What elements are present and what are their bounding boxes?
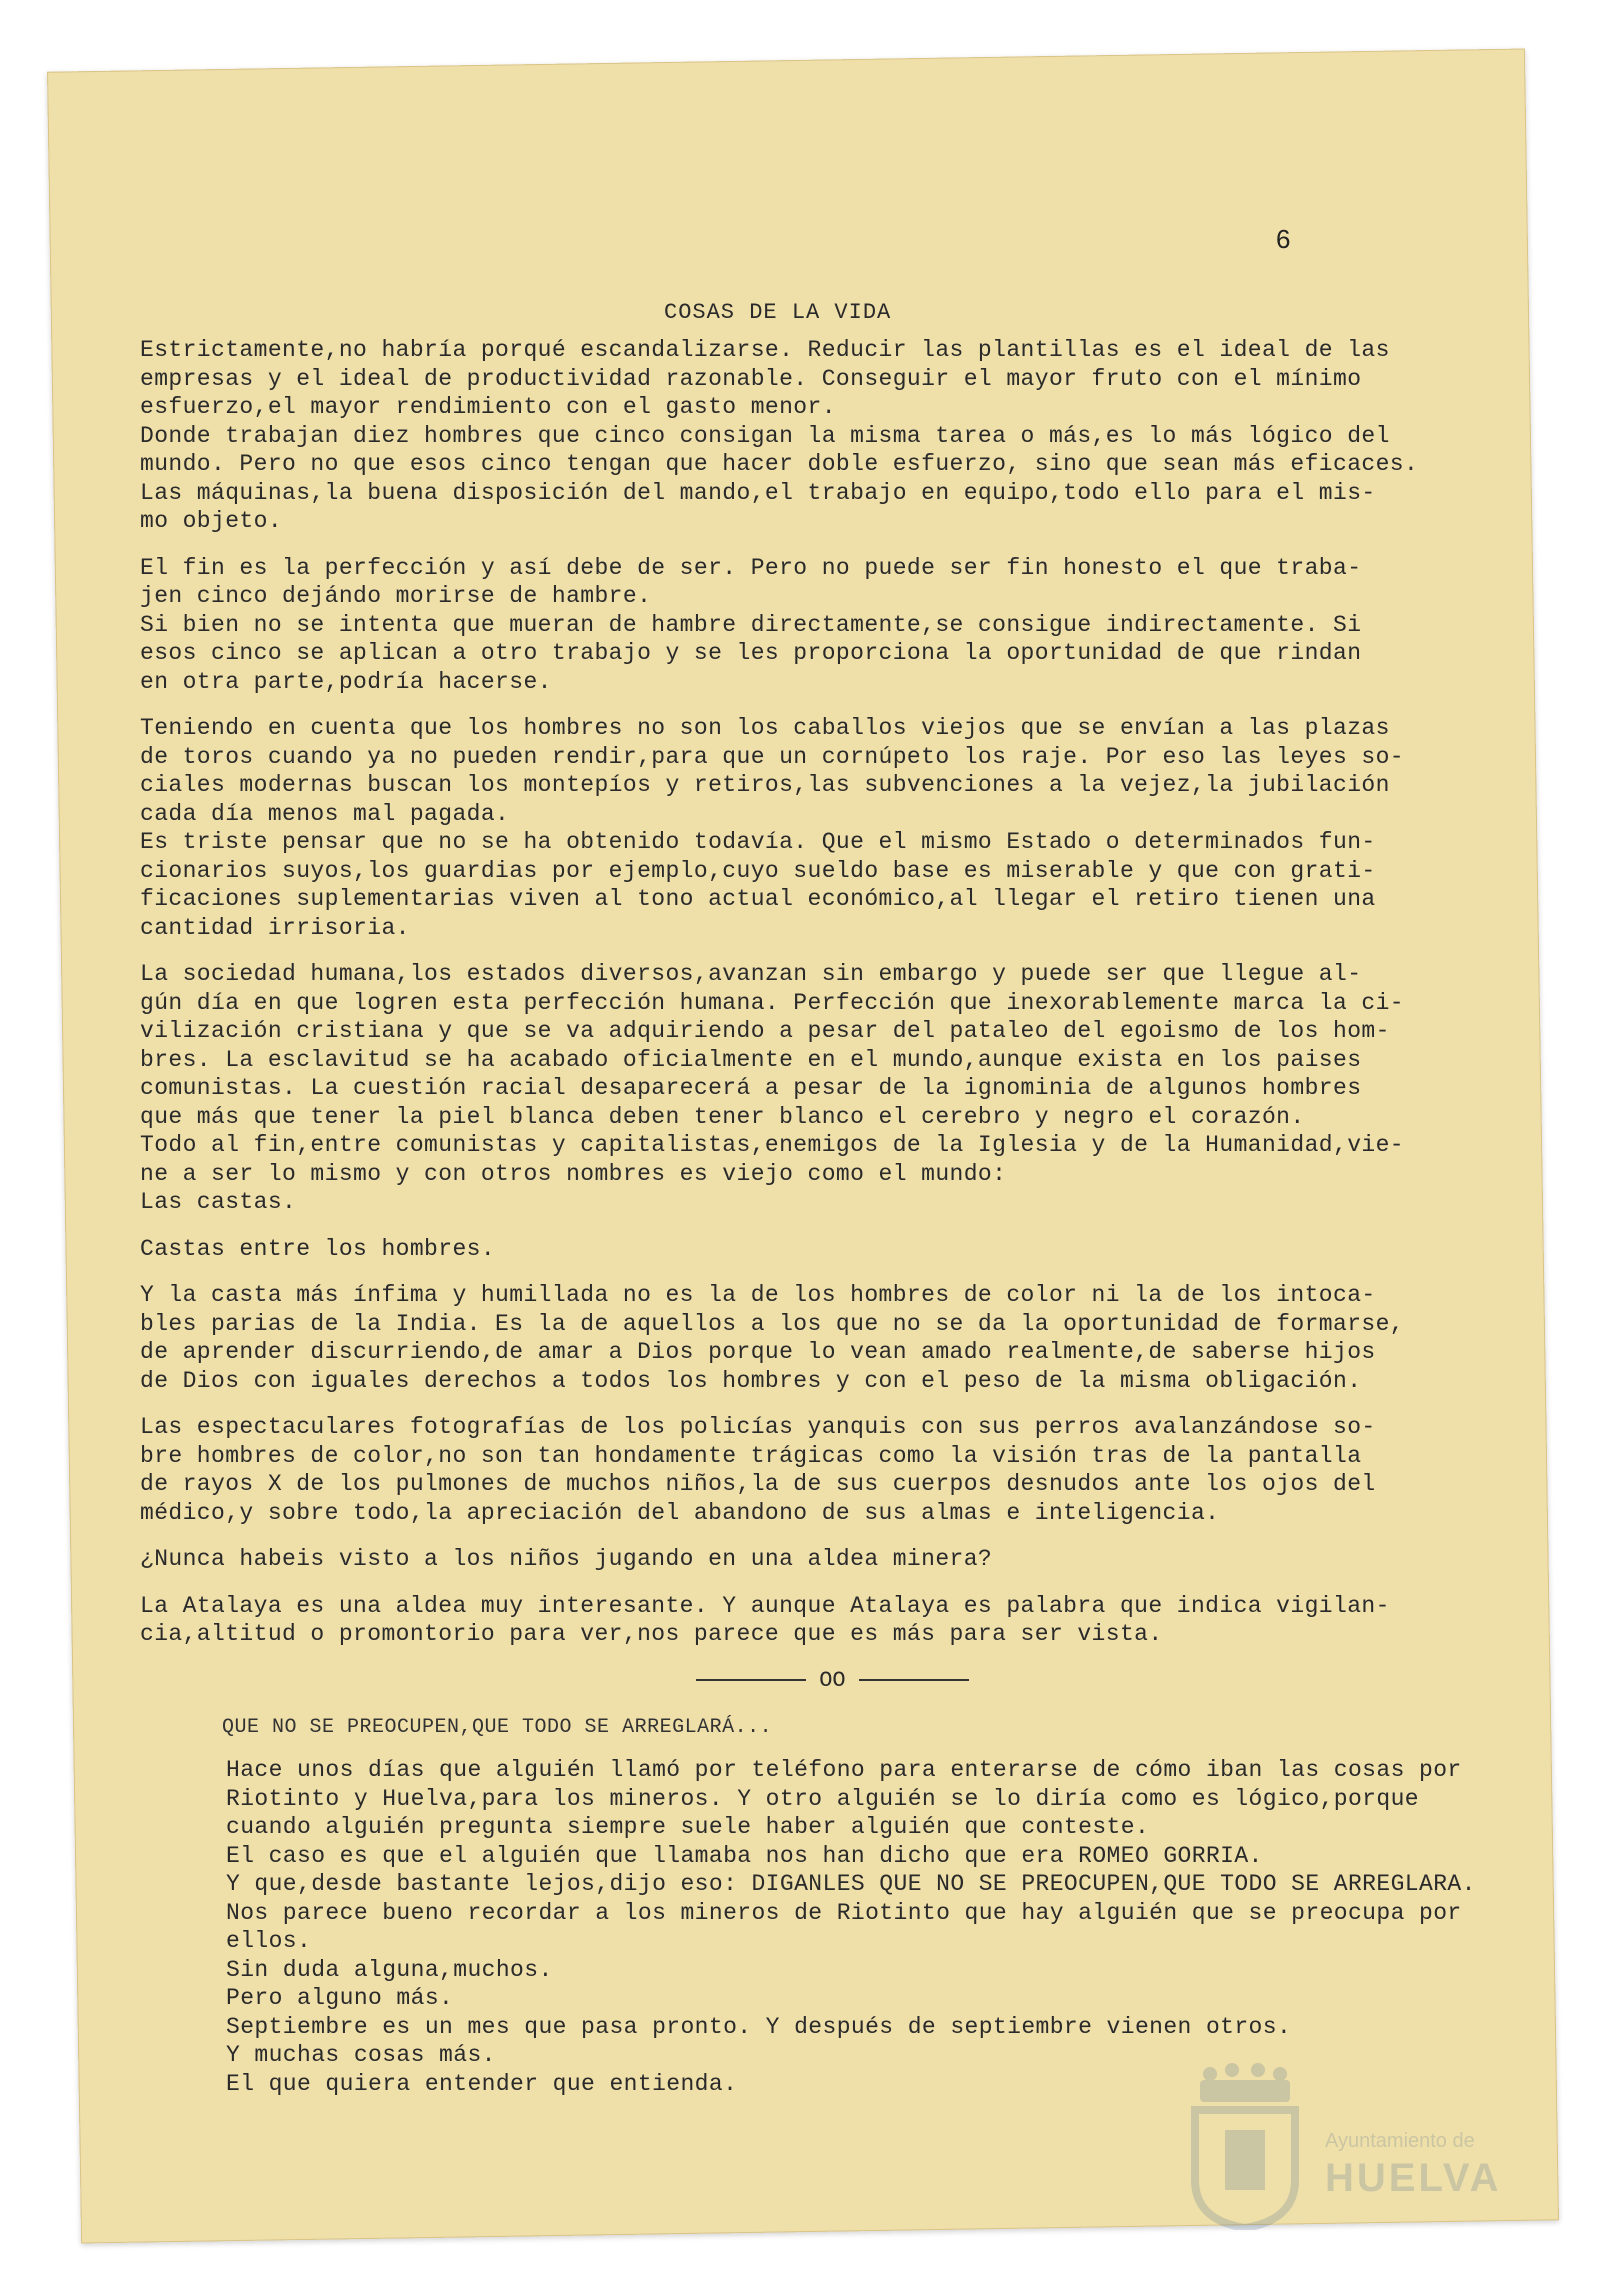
text-line: Nos parece bueno recordar a los mineros de Riotinto que hay alguién que se preocupa por bbox=[226, 1899, 1462, 1926]
paragraph bbox=[140, 1545, 1500, 1574]
text-line: La Atalaya es una aldea muy interesante. Y aunque Atalaya es palabra que indica vigilan- bbox=[140, 1592, 1390, 1619]
text-line: esfuerzo,el mayor rendimiento con el gasto menor. bbox=[140, 394, 836, 420]
text-line: Hace unos días que alguién llamó por teléfono para enterarse de cómo iban las cosas por bbox=[226, 1757, 1462, 1783]
text-line: Las castas. bbox=[140, 1189, 297, 1215]
text-line: que más que tener la piel blanca deben tener blanco el cerebro y negro el corazón. bbox=[140, 1103, 1305, 1130]
text-line: Si bien no se intenta que mueran de hambre directamente,se consigue indirectamente. Si bbox=[140, 611, 1362, 638]
text-line: jen cinco dejándo morirse de hambre. bbox=[140, 583, 652, 609]
text-line: ficaciones suplementarias viven al tono actual económico,al llegar el retiro tienen una bbox=[140, 886, 1376, 912]
paragraph bbox=[140, 336, 1500, 536]
text-line: Es triste pensar que no se ha obtenido todavía. Que el mismo Estado o determinados fun- bbox=[140, 829, 1376, 855]
section-2-body bbox=[226, 1756, 1586, 2098]
text-line: cada día menos mal pagada. bbox=[140, 800, 510, 827]
text-line: gún día en que logren esta perfección humana. Perfección que inexorablemente marca la ci- bbox=[140, 989, 1404, 1016]
paragraph bbox=[140, 1592, 1500, 1649]
text-line: cia,altitud o promontorio para ver,nos parece que es más para ser vista. bbox=[140, 1621, 1163, 1647]
separator-rule-right bbox=[859, 1679, 969, 1681]
text-line: Donde trabajan diez hombres que cinco consigan la misma tarea o más,es lo más lógico del bbox=[140, 422, 1390, 449]
paragraph bbox=[140, 554, 1500, 697]
text-line: vilización cristiana y que se va adquiriendo a pesar del pataleo del egoismo de los hom- bbox=[140, 1018, 1390, 1044]
text-line: ciales modernas buscan los montepíos y retiros,las subvenciones a la vejez,la jubilación bbox=[140, 772, 1390, 798]
text-line: El fin es la perfección y así debe de ser. Pero no puede ser fin honesto el que traba- bbox=[140, 554, 1362, 581]
text-line: Castas entre los hombres. bbox=[140, 1235, 496, 1262]
text-line: El caso es que el alguién que llamaba nos han dicho que era ROMEO GORRIA. bbox=[226, 1842, 1263, 1869]
page-number: 6 bbox=[1276, 224, 1291, 254]
text-line: ellos. bbox=[226, 1928, 312, 1954]
text-line: La sociedad humana,los estados diversos,avanzan sin embargo y puede ser que llegue al- bbox=[140, 961, 1362, 987]
text-line: mundo. Pero no que esos cinco tengan que hacer doble esfuerzo, sino que sean más eficaces. bbox=[140, 451, 1419, 477]
section-separator bbox=[696, 1668, 969, 1693]
text-line: bres. La esclavitud se ha acabado oficialmente en el mundo,aunque exista en los paises bbox=[140, 1046, 1362, 1073]
text-line: bre hombres de color,no son tan hondamente trágicas como la visión tras de la pantalla bbox=[140, 1442, 1362, 1469]
separator-text: OO bbox=[819, 1668, 846, 1693]
section-body bbox=[140, 336, 1500, 1667]
text-line: Sin duda alguna,muchos. bbox=[226, 1956, 553, 1983]
text-line: comunistas. La cuestión racial desaparecerá a pesar de la ignominia de algunos hombres bbox=[140, 1075, 1362, 1101]
paragraph bbox=[140, 714, 1500, 942]
text-line: cuando alguién pregunta siempre suele haber alguién que conteste. bbox=[226, 1814, 1150, 1840]
ayuntamiento-huelva-watermark bbox=[1180, 2060, 1540, 2240]
text-line: Y la casta más ínfima y humillada no es la de los hombres de color ni la de los intoca- bbox=[140, 1282, 1376, 1308]
text-line: cantidad irrisoria. bbox=[140, 914, 410, 941]
text-line: Las máquinas,la buena disposición del mando,el trabajo en equipo,todo ello para el mis- bbox=[140, 479, 1376, 506]
separator-rule-left bbox=[696, 1679, 806, 1681]
text-line: mo objeto. bbox=[140, 508, 283, 534]
text-line: en otra parte,podría hacerse. bbox=[140, 668, 552, 695]
text-line: de rayos X de los pulmones de muchos niños,la de sus cuerpos desnudos ante los ojos del bbox=[140, 1471, 1376, 1497]
text-line: bles parias de la India. Es la de aquellos a los que no se da la oportunidad de formarse, bbox=[140, 1310, 1404, 1337]
text-line: Las espectaculares fotografías de los policías yanquis con sus perros avalanzándose so- bbox=[140, 1414, 1376, 1440]
section-2-title: QUE NO SE PREOCUPEN,QUE TODO SE ARREGLARÁ... bbox=[222, 1716, 773, 1739]
text-line: de aprender discurriendo,de amar a Dios porque lo vean amado realmente,de saberse hijos bbox=[140, 1339, 1376, 1365]
text-line: Riotinto y Huelva,para los mineros. Y otro alguién se lo diría como es lógico,porque bbox=[226, 1785, 1419, 1812]
text-line: ¿Nunca habeis visto a los niños jugando en una aldea minera? bbox=[140, 1546, 993, 1572]
paragraph bbox=[140, 960, 1500, 1217]
text-line: Pero alguno más. bbox=[226, 1985, 454, 2011]
text-line: Y que,desde bastante lejos,dijo eso: DIGANLES QUE NO SE PREOCUPEN,QUE TODO SE ARREGLARA. bbox=[226, 1871, 1476, 1897]
paragraph bbox=[140, 1281, 1500, 1395]
text-line: de Dios con iguales derechos a todos los hombres y con el peso de la misma obligación. bbox=[140, 1367, 1362, 1394]
paragraph bbox=[140, 1235, 1500, 1264]
text-line: médico,y sobre todo,la apreciación del abandono de sus almas e inteligencia. bbox=[140, 1499, 1220, 1526]
watermark-line-1: Ayuntamiento de bbox=[1325, 2130, 1475, 2152]
text-line: Todo al fin,entre comunistas y capitalistas,enemigos de la Iglesia y de la Humanidad,vie- bbox=[140, 1132, 1404, 1158]
text-line: esos cinco se aplican a otro trabajo y se les proporciona la oportunidad de que rindan bbox=[140, 640, 1362, 666]
crest-icon bbox=[1180, 2060, 1310, 2230]
text-line: Y muchas cosas más. bbox=[226, 2042, 496, 2068]
page-title: COSAS DE LA VIDA bbox=[664, 300, 892, 325]
text-line: ne a ser lo mismo y con otros nombres es viejo como el mundo: bbox=[140, 1160, 1007, 1187]
text-line: El que quiera entender que entienda. bbox=[226, 2070, 738, 2097]
watermark-line-2: HUELVA bbox=[1325, 2156, 1502, 2200]
text-line: de toros cuando ya no pueden rendir,para que un cornúpeto los raje. Por eso las leyes so- bbox=[140, 743, 1404, 770]
text-line: empresas y el ideal de productividad razonable. Conseguir el mayor fruto con el mínimo bbox=[140, 365, 1362, 392]
text-line: Septiembre es un mes que pasa pronto. Y después de septiembre vienen otros. bbox=[226, 2013, 1292, 2040]
paragraph bbox=[140, 1413, 1500, 1527]
text-line: cionarios suyos,los guardias por ejemplo,cuyo sueldo base es miserable y que con grati- bbox=[140, 857, 1376, 884]
text-line: Teniendo en cuenta que los hombres no son los caballos viejos que se envían a las plazas bbox=[140, 715, 1390, 741]
text-line: Estrictamente,no habría porqué escandalizarse. Reducir las plantillas es el ideal de las bbox=[140, 337, 1390, 363]
